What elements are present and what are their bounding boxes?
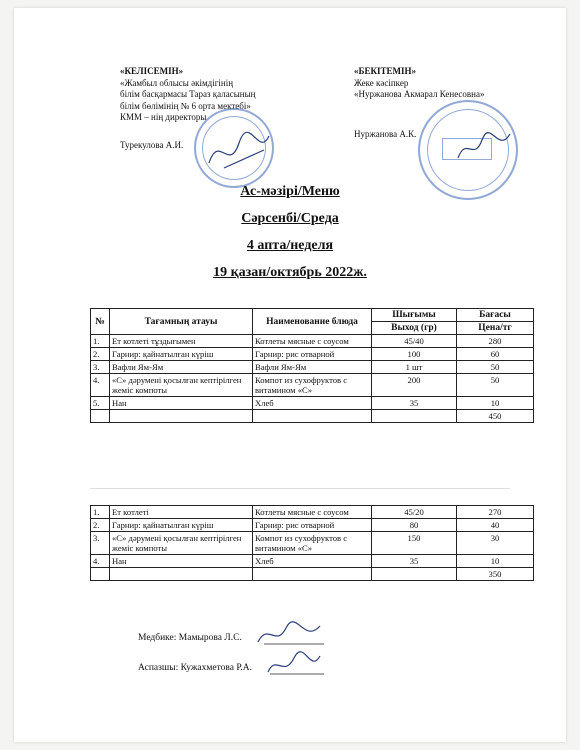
header-price-rus: Цена/тг [457, 322, 534, 335]
entrepreneur-signature-icon [454, 128, 514, 168]
row-kaz: Ет котлеті тұздығымен [110, 335, 253, 348]
header-num: № [91, 309, 110, 335]
table-row [91, 506, 534, 519]
table-row [91, 397, 534, 410]
row-out: 100 [372, 348, 457, 361]
row-rus: Компот из сухофруктов с витамином «С» [253, 532, 372, 555]
date-title: 19 қазан/октябрь 2022ж. [213, 265, 367, 280]
row-num: 4. [91, 374, 110, 397]
approval-left-line: білім басқармасы Тараз қаласының [120, 89, 256, 99]
row-out: 1 шт [372, 361, 457, 374]
row-out: 35 [372, 555, 457, 568]
row-price: 50 [457, 361, 534, 374]
row-rus: Хлеб [253, 397, 372, 410]
row-kaz: Ет котлеті [110, 506, 253, 519]
row-kaz: Гарнир: қайнатылған күріш [110, 519, 253, 532]
table-row [91, 374, 534, 397]
approval-left-signer: Турекулова А.И. [120, 139, 184, 150]
row-kaz: «С» дәрумені қосылған кептірілген жеміс компоты [110, 374, 253, 397]
row-kaz: Нан [110, 555, 253, 568]
approval-left-line: білім бөлімінің № 6 орта мектебі» [120, 100, 251, 111]
row-kaz: Нан [110, 397, 253, 410]
table-row [91, 335, 534, 348]
row-price: 280 [457, 335, 534, 348]
header-out-kaz: Шығымы [372, 309, 457, 322]
cook-signature-icon [264, 648, 324, 680]
table-row [91, 532, 534, 555]
row-price: 30 [457, 532, 534, 555]
menu-table-1 [90, 308, 534, 423]
row-num: 5. [91, 397, 110, 410]
header-price-kaz: Бағасы [457, 309, 534, 322]
row-rus: Вафли Ям-Ям [253, 361, 372, 374]
day-title: Сәрсенбі/Среда [241, 211, 339, 226]
row-rus: Котлеты мясные с соусом [253, 335, 372, 348]
week-title: 4 апта/неделя [246, 238, 334, 253]
row-out: 35 [372, 397, 457, 410]
menu-table-2 [90, 505, 534, 581]
total-row [91, 568, 534, 581]
approval-right-signer: Нуржанова А.К. [354, 128, 417, 139]
table-row [91, 555, 534, 568]
row-num: 1. [91, 506, 110, 519]
row-price: 10 [457, 555, 534, 568]
row-num: 3. [91, 532, 110, 555]
table-row [91, 361, 534, 374]
row-rus: Котлеты мясные с соусом [253, 506, 372, 519]
row-kaz: Вафли Ям-Ям [110, 361, 253, 374]
row-rus: Гарнир: рис отварной [253, 519, 372, 532]
approval-left-line: «Жамбыл облысы әкімдігінің [120, 77, 234, 88]
nurse-line: Медбике: Мамырова Л.С. [138, 633, 242, 643]
row-price: 270 [457, 506, 534, 519]
row-num: 2. [91, 348, 110, 361]
total-price: 350 [457, 568, 534, 581]
row-out: 45/20 [372, 506, 457, 519]
table-row [91, 348, 534, 361]
menu-document [14, 8, 566, 742]
row-kaz: «С» дәрумені қосылған кептірілген жеміс компоты [110, 532, 253, 555]
row-out: 200 [372, 374, 457, 397]
total-price: 450 [457, 410, 534, 423]
row-out: 150 [372, 532, 457, 555]
approval-left-line: КММ – нің директоры [120, 112, 207, 122]
row-rus: Гарнир: рис отварной [253, 348, 372, 361]
cook-line: Аспазшы: Кужахметова Р.А. [138, 663, 253, 673]
row-price: 50 [457, 374, 534, 397]
approval-right-line: «Нуржанова Акмарал Кенесовна» [354, 89, 485, 99]
row-num: 2. [91, 519, 110, 532]
row-price: 10 [457, 397, 534, 410]
row-num: 4. [91, 555, 110, 568]
row-num: 1. [91, 335, 110, 348]
approval-right-heading: «БЕКІТЕМІН» [354, 66, 416, 76]
menu-title: Ас-мәзірі/Меню [240, 184, 340, 199]
row-rus: Компот из сухофруктов с витамином «С» [253, 374, 372, 397]
row-price: 40 [457, 519, 534, 532]
approval-right-line: Жеке кәсіпкер [354, 77, 409, 88]
row-out: 45/40 [372, 335, 457, 348]
row-out: 80 [372, 519, 457, 532]
header-kaz: Тағамның атауы [110, 309, 253, 335]
header-out-rus: Выход (гр) [372, 322, 457, 335]
approval-left-heading: «КЕЛІСЕМІН» [120, 66, 184, 76]
nurse-signature-icon [254, 620, 324, 650]
table-row [91, 519, 534, 532]
row-price: 60 [457, 348, 534, 361]
section-divider [90, 488, 510, 489]
row-kaz: Гарнир: қайнатылған күріш [110, 348, 253, 361]
director-signature-icon [204, 128, 274, 178]
total-row [91, 410, 534, 423]
header-rus: Наименование блюда [253, 309, 372, 335]
row-num: 3. [91, 361, 110, 374]
row-rus: Хлеб [253, 555, 372, 568]
